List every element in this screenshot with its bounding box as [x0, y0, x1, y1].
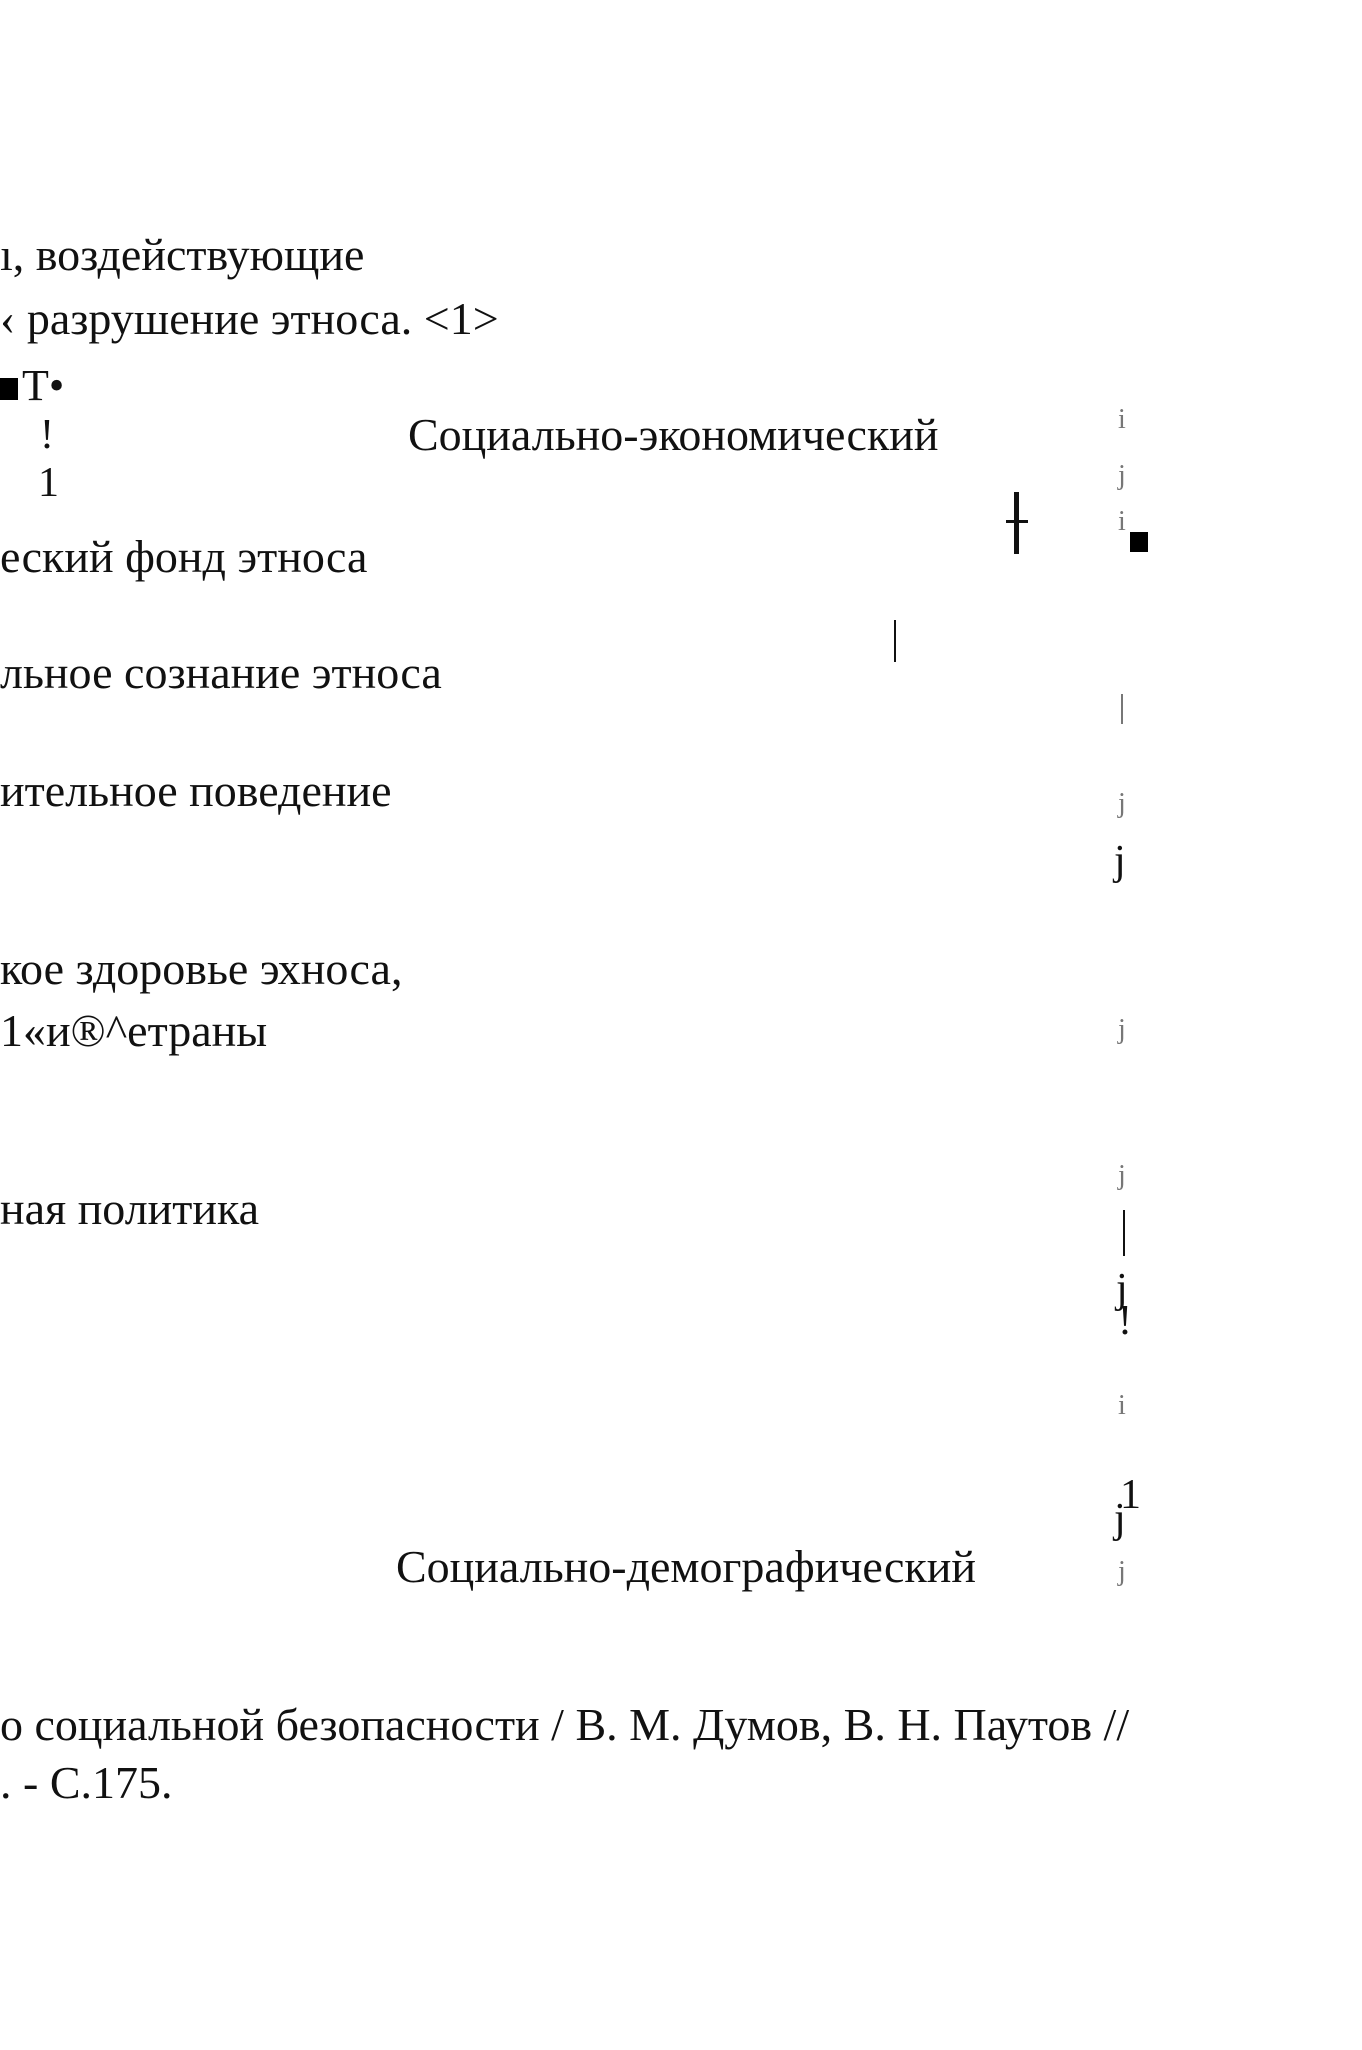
right-mark-11: 1: [1120, 1472, 1141, 1518]
right-mark-8: j: [1116, 1266, 1128, 1312]
right-mark-1: i: [1118, 404, 1126, 435]
right-thin-line-2: [1123, 1210, 1125, 1256]
black-square-mark: [0, 378, 18, 400]
diagram-item-4a: кое здоровье эхноса,: [0, 943, 403, 994]
right-mark-10: i: [1118, 1390, 1126, 1421]
right-mark-9: !: [1118, 1298, 1132, 1344]
cross-bar-mark: [1006, 520, 1028, 523]
right-thin-line-1: [1121, 694, 1123, 724]
right-mark-3: i: [1118, 506, 1126, 537]
thin-line-mark: [894, 620, 896, 662]
footnote-line-2: . - С.175.: [0, 1757, 173, 1808]
right-mark-5: j: [1114, 838, 1126, 884]
right-black-square: [1130, 532, 1148, 552]
header-line-2: ‹ разрушение этноса. <1>: [0, 293, 499, 344]
right-mark-7: j: [1118, 1160, 1126, 1191]
header-line-1: ı, воздействующие: [0, 229, 365, 280]
diagram-item-1: еский фонд этноса: [0, 531, 368, 582]
top-left-mark: T•: [22, 361, 65, 410]
right-mark-6: j: [1118, 1014, 1126, 1045]
right-mark-13: j: [1118, 1556, 1126, 1587]
socio-demographic-label: Социально-демографический: [396, 1541, 976, 1592]
right-mark-12: j: [1114, 1496, 1126, 1542]
diagram-item-2: льное сознание этноса: [0, 647, 442, 698]
right-mark-2: j: [1118, 460, 1126, 491]
right-mark-4: j: [1118, 788, 1126, 819]
vertical-bar-mark: [1014, 492, 1019, 554]
exclamation-mark: !: [40, 412, 54, 458]
socio-economic-label: Социально-экономический: [408, 409, 939, 460]
one-mark: 1: [38, 460, 59, 506]
diagram-item-5: ная политика: [0, 1183, 260, 1234]
diagram-item-4b: 1«и®^етраны: [0, 1005, 268, 1056]
diagram-item-3: ительное поведение: [0, 765, 392, 816]
footnote-line-1: о социальной безопасности / В. М. Думов, В. Н. Паутов //: [0, 1699, 1130, 1750]
